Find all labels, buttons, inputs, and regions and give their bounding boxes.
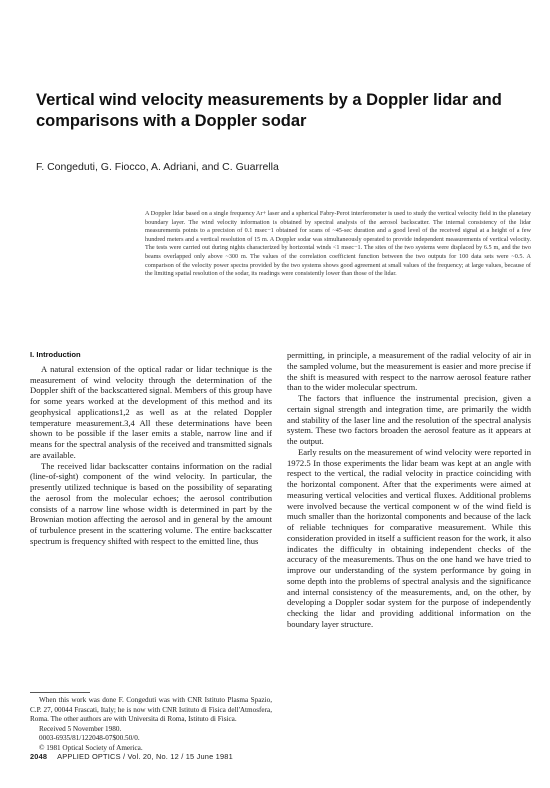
copyright: © 1981 Optical Society of America. — [39, 743, 143, 752]
paper-title: Vertical wind velocity measurements by a Doppler lidar and comparisons with a Doppler sodar — [36, 91, 502, 130]
page-footer — [30, 752, 233, 761]
author-list: F. Congeduti, G. Fiocco, A. Adriani, and C. Guarrella — [36, 161, 279, 173]
abstract: A Doppler lidar based on a single frequency Ar+ laser and a spherical Fabry-Perot interferometer is used to study the vertical velocity field in the planetary boundary layer. The wind velocity information is obtained by spectral analysis of the aerosol backscatter. The internal consistency of the lidar measurements points to a precision of 0.1 msec−1 obtained for scans of ~45-sec duration and a good level of the received signal at a height of a few hundred meters and a vertical resolution of 15 m. A Doppler sodar was simultaneously operated to provide independent measurements of vertical velocity. The tests were carried out during nights characterized by horizontal winds <1 msec−1. The sites of the two systems were displaced by 6.5 m, and the two beams overlapped only above ~300 m. The values of the correlation coefficient function between the two outputs for 100 data sets were ~0.5. A comparison of the velocity power spectra provided by the two systems shows good agreement at small values of the frequency; at large values, because of the limiting spatial resolution of the sodar, its readings were consistently lower than those of the lidar. — [145, 210, 531, 278]
right-paragraph-3: Early results on the measurement of wind velocity were reported in 1972.5 In those experiments the lidar beam was kept at an angle with respect to the vertical, the radial velocity in practice coinciding with the horizontal component. After that the experiments were aimed at measuring vertical velocities and vertical fluxes. Additional problems were involved because the vertical component w of the wind field is much smaller than the horizontal components and because of the lack of reliable techniques for comparative measurement. While this consideration provided in itself a sufficient reason for the work, it also indicates the difficulty in obtaining independent checks of the accuracy of the measurements. Thus on the one hand we have tried to improve our understanding of the system performance by going in some depth into the problems of spectral analysis and the significance and internal consistency of the measurements, and, on the other, by developing a Doppler sodar system for the purpose of independently checking the lidar and providing additional information on the boundary layer structure. — [287, 446, 531, 629]
footnote-block — [30, 692, 272, 753]
right-paragraph-2: The factors that influence the instrumental precision, given a certain signal strength and integration time, are primarily the width and stability of the laser line and the resolution of the spectral analysis system. These two factors broaden the aerosol feature as it appears at the output. — [287, 393, 531, 446]
affiliation-note: When this work was done F. Congeduti was with CNR Istituto Plasma Spazio, C.P. 27, 00044 Frascati, Italy; he is now with CNR Istituto di Fisica dell'Atmosfera, Roma. The other authors are with Universita di Roma, Istituto di Fisica. — [30, 696, 272, 723]
left-column — [30, 350, 272, 547]
right-column — [287, 350, 531, 630]
doi-code: 0003-6935/81/122048-07$00.50/0. — [39, 734, 140, 742]
left-paragraph-2: The received lidar backscatter contains information on the radial (line-of-sight) component of the wind velocity. In particular, the presently utilized technique is based on the possibility of separating the aerosol from the molecular echoes; the aerosol contribution consists of a narrow line whose width is determined in part by the Brownian motion affecting the aerosol and in general by the amount of turbulence present in the scattering volume. The entire backscatter spectrum is frequency shifted with respect to the emitted line, thus — [30, 460, 272, 546]
page-number: 2048 — [30, 752, 48, 761]
received-date: Received 5 November 1980. — [39, 724, 122, 733]
footnote-rule — [30, 692, 90, 693]
right-paragraph-1: permitting, in principle, a measurement of the radial velocity of air in the sampled volume, but the measurement is easier and more precise if the shift is measured with respect to the narrow aerosol feature rather than to the wider molecular spectrum. — [287, 350, 531, 393]
left-paragraph-1: A natural extension of the optical radar or lidar technique is the measurement of wind velocity through the determination of the Doppler shift of the backscattered signal. Members of this group have for some years worked at the development of this method and its geophysical applications1,2 as well as at the related Doppler temperature measurement.3,4 All these determinations have been shown to be possible if the laser emits a stable, narrow line and if means for the spectral analysis of the received and transmitted signals are available. — [30, 363, 272, 460]
section-heading-introduction: I. Introduction — [30, 350, 81, 359]
journal-citation: APPLIED OPTICS / Vol. 20, No. 12 / 15 June 1981 — [57, 752, 233, 761]
